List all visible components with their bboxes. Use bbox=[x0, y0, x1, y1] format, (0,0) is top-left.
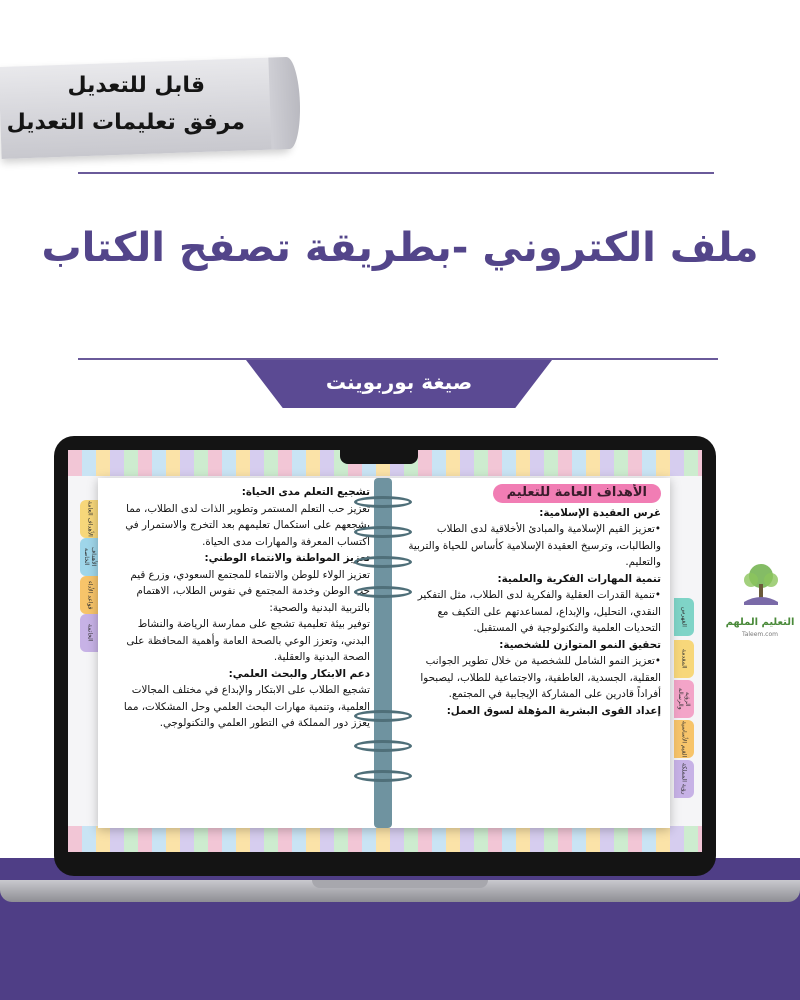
side-tab-left-4[interactable]: الخاتمة bbox=[80, 614, 100, 652]
left-line-7: تشجيع الطلاب على الابتكار والإبداع في مختلف المجالات العلمية، وتنمية مهارات البحث العلمي وحل المشكلات، مما يعزز دور المملكة في التطور العلمي والتكنولوجي. bbox=[123, 684, 370, 729]
side-tab-left-3[interactable]: قواعد الأداء bbox=[80, 576, 100, 614]
format-label: صيغة بوربوينت bbox=[325, 370, 473, 394]
page-title: ملف الكتروني -بطريقة تصفح الكتاب bbox=[41, 225, 759, 271]
side-tab-left-1[interactable]: الأهداف العامة bbox=[80, 500, 100, 538]
left-line-3: تعزيز المواطنة والانتماء الوطني: bbox=[204, 552, 370, 564]
tree-logo-icon bbox=[738, 562, 784, 606]
right-line-6: •تعزيز النمو الشامل للشخصية من خلال تطوير الجوانب العقلية، الجسدية، العاطفية، والاجتماعية للطلاب، ليصبحوا أفراداً قادرين على المشاركة الإيجابية في المجتمع. bbox=[420, 655, 661, 700]
side-tab-right-4[interactable]: القيم الأساسية bbox=[674, 720, 694, 758]
book-page-left bbox=[106, 484, 372, 822]
left-line-1: تشجيع التعلم مدى الحياة: bbox=[241, 486, 370, 498]
book-page-right bbox=[395, 484, 665, 822]
left-line-4: تعزيز الولاء للوطن والانتماء للمجتمع السعودي، وزرع قيم حب الوطن وخدمة المجتمع في نفوس الطلاب، الاهتمام بالتربية البدنية والصحية: bbox=[130, 568, 370, 614]
right-line-3: تنمية المهارات الفكرية والعلمية: bbox=[497, 572, 661, 585]
laptop-base-notch bbox=[312, 880, 488, 888]
editable-label: قابل للتعديل bbox=[67, 73, 205, 98]
left-line-5: توفير بيئة تعليمية تشجع على ممارسة الرياضة والنشاط البدني، وتعزز الوعي بالصحة العامة وأهمية المحافظة على الصحة البدنية والعقلية. bbox=[126, 618, 370, 663]
left-line-6: دعم الابتكار والبحث العلمي: bbox=[228, 667, 370, 680]
right-line-4: •تنمية القدرات العقلية والفكرية لدى الطلاب، مثل التفكير النقدي، التحليل، والإبداع، لمساعدتهم على التكيف مع التحديات العلمية والتكنولوجية في المستقبل. bbox=[417, 589, 661, 634]
logo-site: Taleem.com bbox=[742, 631, 778, 638]
side-tab-right-2[interactable]: المقدمة bbox=[674, 640, 694, 678]
divider-top bbox=[78, 172, 714, 174]
left-line-2: تعزيز حب التعلم المستمر وتطوير الذات لدى الطلاب، مما يشجعهم على استكمال تعليمهم بعد التخرج والاستمرار في اكتساب المعرفة والمهارات مدى الحياة. bbox=[125, 502, 370, 548]
right-line-1: غرس العقيدة الإسلامية: bbox=[539, 506, 661, 519]
instructions-label: مرفق تعليمات التعديل bbox=[6, 110, 245, 135]
right-line-2: •تعزيز القيم الإسلامية والمبادئ الأخلاقية لدى الطلاب والطالبات، وترسيخ العقيدة الإسلامية كأساس للحياة والتربية والتعليم. bbox=[408, 523, 661, 568]
side-tab-right-3[interactable]: الرؤية والرسالة bbox=[674, 680, 694, 718]
side-tab-right-1[interactable]: الفهرس bbox=[674, 598, 694, 636]
open-book bbox=[98, 478, 670, 828]
side-tab-right-5[interactable]: رؤية المملكة bbox=[674, 760, 694, 798]
right-line-7: إعداد القوى البشرية المؤهلة لسوق العمل: bbox=[446, 704, 661, 717]
logo-name: التعليم الملهم bbox=[725, 617, 795, 628]
right-line-5: تحقيق النمو المتوازن للشخصية: bbox=[499, 638, 661, 651]
pastel-stripes-bottom bbox=[68, 826, 702, 852]
camera-notch bbox=[340, 448, 418, 464]
page-heading: الأهداف العامة للتعليم bbox=[493, 484, 661, 503]
divider-middle bbox=[78, 358, 718, 360]
side-tab-left-2[interactable]: الأهداف الخاصة bbox=[80, 538, 100, 576]
